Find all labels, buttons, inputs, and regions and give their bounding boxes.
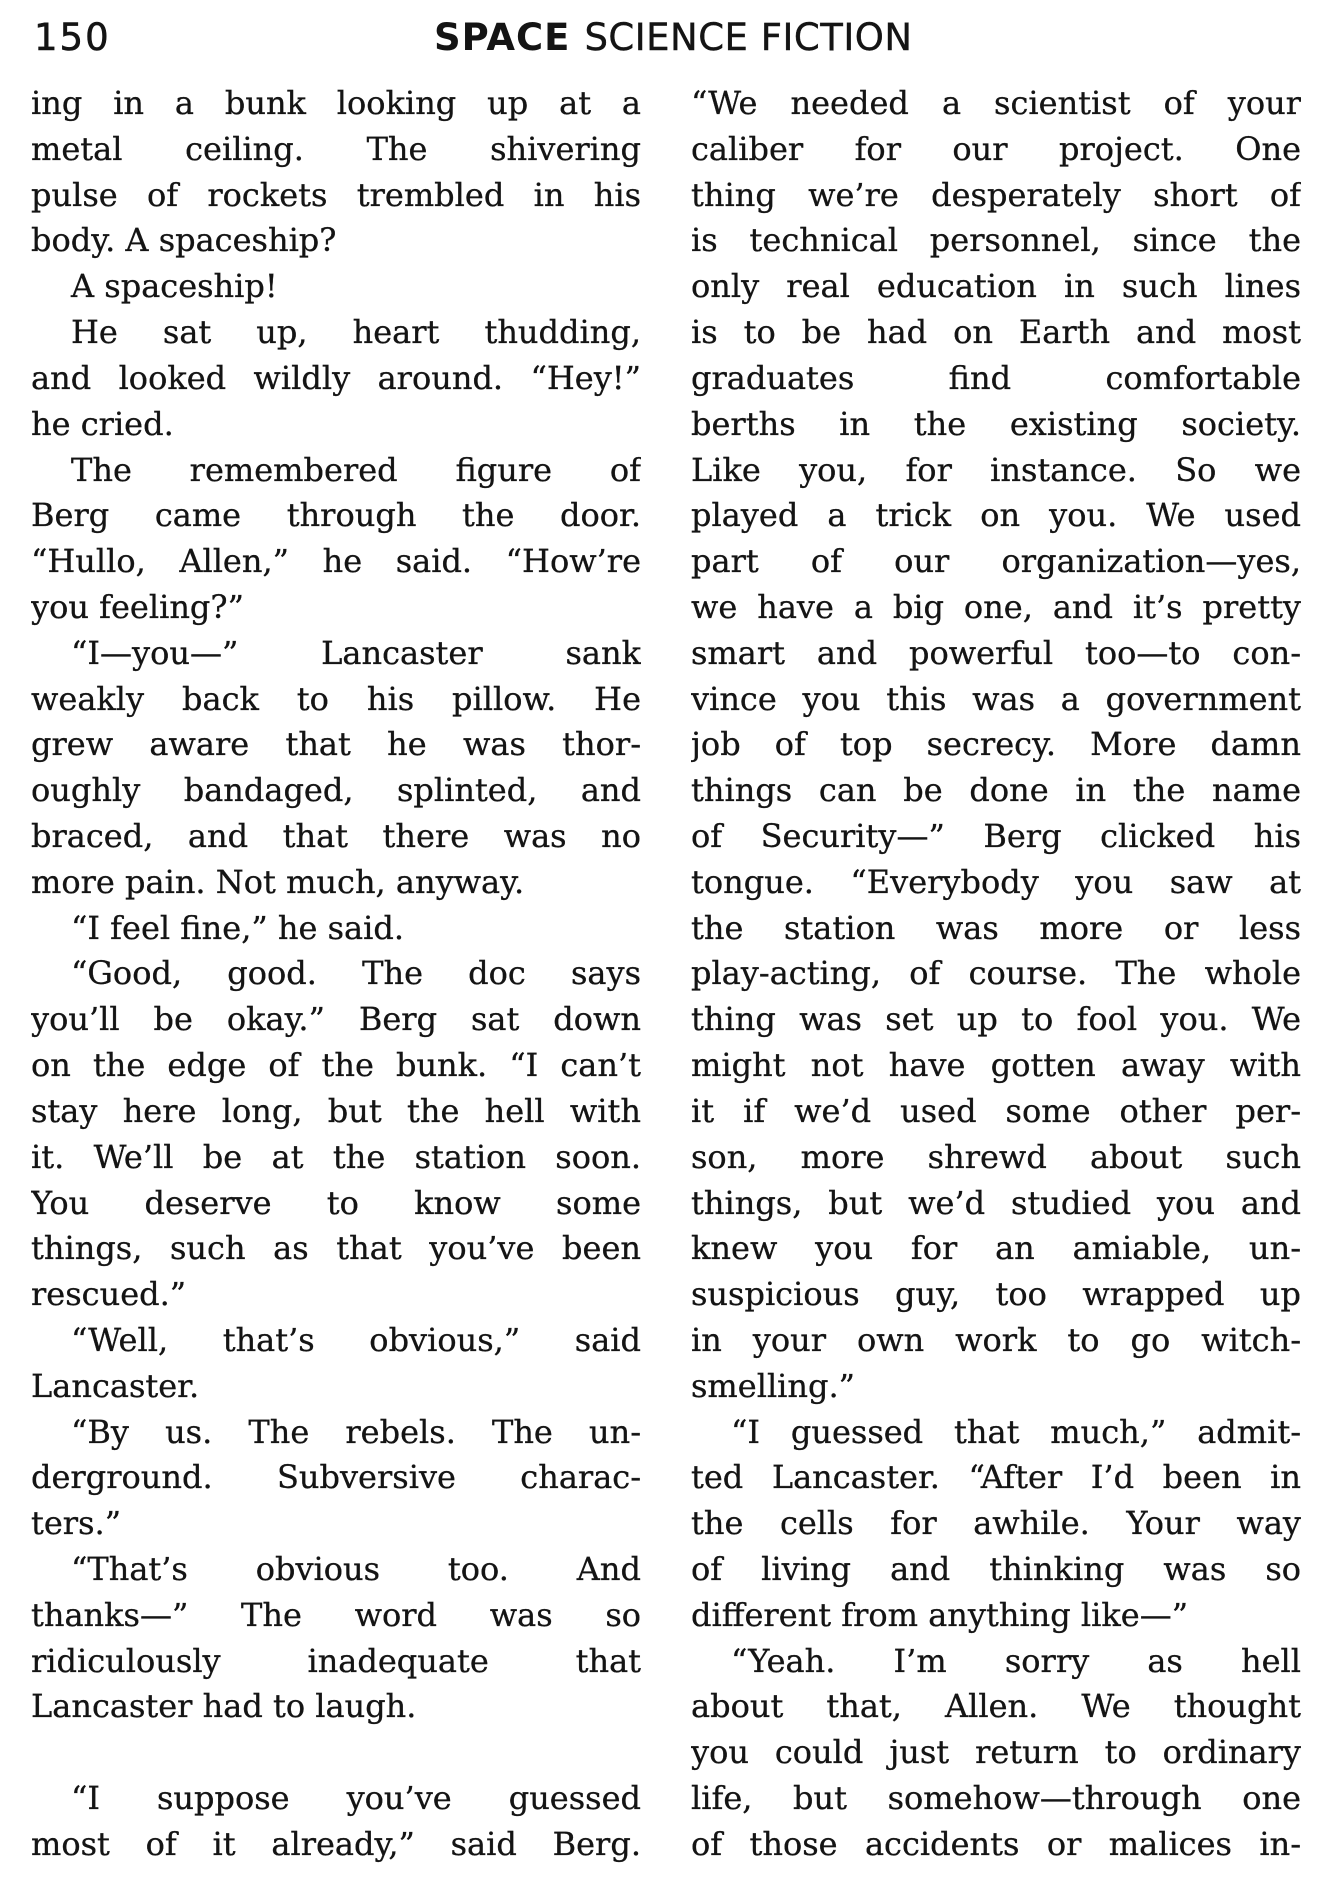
paragraph [31,906,641,952]
paragraph [31,448,641,631]
text-line: and looked wildly around. “Hey!” [31,358,641,397]
text-line: things, such as that you’ve been [31,1229,641,1268]
text-line: He sat up, heart thudding, [71,313,641,352]
text-section [691,81,1301,1868]
text-line: only real education in such lines [691,267,1301,306]
text-line: the cells for awhile. Your way [691,1504,1301,1543]
text-line: of those accidents or malices in- [691,1824,1301,1863]
text-line: vince you this was a government [691,679,1301,718]
text-line: you’ll be okay.” Berg sat down [31,1000,641,1039]
text-line: thing we’re desperately short of [691,175,1301,214]
text-line: berths in the existing society. [691,404,1301,443]
text-line: play-acting, of course. The whole [691,954,1301,993]
paragraph [31,631,641,906]
text-line: oughly bandaged, splinted, and [31,771,641,810]
paragraph [31,264,641,310]
magazine-title [434,16,913,59]
text-line: is to be had on Earth and most [691,313,1301,352]
text-line: body. A spaceship? [31,221,337,260]
text-line: stay here long, but the hell with [31,1091,641,1130]
text-line: The remembered figure of [71,450,641,489]
text-line: “I feel fine,” he said. [71,908,404,947]
paragraph [31,1318,641,1410]
text-line: A spaceship! [71,267,278,306]
text-line: it if we’d used some other per- [691,1091,1301,1130]
text-line: braced, and that there was no [31,817,641,855]
text-line: knew you for an amiable, un- [691,1229,1301,1268]
text-line: of Security—” Berg clicked his [691,817,1301,855]
text-line: things can be done in the name [691,771,1301,810]
paragraph [31,1410,641,1547]
magazine-title-bold: SPACE [434,16,571,59]
text-line: rescued.” [31,1275,187,1314]
paragraph [31,951,641,1318]
text-line: ters.” [31,1504,122,1543]
text-line: he cried. [31,404,174,443]
text-section [31,81,641,1730]
text-line: “Hullo, Allen,” he said. “How’re [31,542,641,581]
text-line: part of our organization—yes, [691,542,1301,581]
text-line: of living and thinking was so [691,1550,1301,1588]
text-line: derground. Subversive charac- [31,1458,641,1497]
running-header [0,0,1321,70]
text-line: more pain. Not much, anyway. [31,862,525,901]
text-line: Like you, for instance. So we [691,450,1301,489]
text-line: ing in a bunk looking up at a [31,84,641,122]
text-line: “Well, that’s obvious,” said [71,1320,641,1359]
magazine-title-regular: SCIENCE FICTION [584,16,913,59]
text-line: graduates find comfortable [691,358,1301,397]
text-section [31,1776,641,1868]
text-line: the station was more or less [691,908,1301,947]
text-line: in your own work to go witch- [691,1320,1301,1359]
text-line: ridiculously inadequate that [31,1641,641,1680]
paragraph [691,1410,1301,1639]
text-line: we have a big one, and it’s pretty [691,587,1301,626]
text-line: you could just return to ordinary [691,1733,1301,1772]
text-line: pulse of rockets trembled in his [31,175,641,214]
paragraph [31,1776,641,1868]
text-line: “I suppose you’ve guessed [71,1779,641,1818]
text-line: suspicious guy, too wrapped up [691,1275,1301,1314]
text-line: life, but somehow—through one [691,1779,1301,1818]
text-line: “Yeah. I’m sorry as hell [731,1641,1301,1680]
text-line: you feeling?” [31,587,244,626]
page-number: 150 [34,16,111,59]
text-line: Lancaster. [31,1366,200,1405]
text-line: about that, Allen. We thought [691,1687,1301,1726]
text-line: “That’s obvious too. And [71,1550,641,1588]
text-line: might not have gotten away with [691,1046,1301,1085]
text-line: ted Lancaster. “After I’d been in [691,1458,1301,1497]
right-column [691,81,1301,1868]
text-line: weakly back to his pillow. He [31,679,641,718]
text-line: “By us. The rebels. The un- [71,1412,641,1451]
text-line: metal ceiling. The shivering [31,129,641,168]
text-line: grew aware that he was thor- [31,725,641,764]
text-line: on the edge of the bunk. “I can’t [31,1046,641,1085]
left-column [31,81,641,1868]
text-line: is technical personnel, since the [691,221,1301,260]
text-line: You deserve to know some [31,1183,641,1222]
text-line: thanks—” The word was so [31,1595,641,1634]
paragraph [691,81,1301,1410]
text-line: “I—you—” Lancaster sank [71,633,641,672]
text-line: thing was set up to fool you. We [691,1000,1301,1039]
text-line: different from anything like—” [691,1595,1189,1634]
text-line: smart and powerful too—to con- [691,633,1301,672]
text-line: it. We’ll be at the station soon. [31,1137,641,1176]
text-line: tongue. “Everybody you saw at [691,862,1301,901]
paragraph [691,1639,1301,1868]
text-line: most of it already,” said Berg. [31,1824,641,1863]
text-line: “Good, good. The doc says [71,954,641,993]
paragraph [31,310,641,447]
text-line: caliber for our project. One [691,129,1301,168]
text-line: job of top secrecy. More damn [691,725,1301,764]
text-line: played a trick on you. We used [691,496,1301,535]
text-line: Lancaster had to laugh. [31,1687,417,1726]
text-line: son, more shrewd about such [691,1137,1301,1176]
paragraph [31,81,641,264]
text-line: smelling.” [691,1366,856,1405]
text-line: things, but we’d studied you and [691,1183,1301,1222]
text-line: “We needed a scientist of your [691,84,1301,122]
text-line: Berg came through the door. [31,496,641,535]
text-line: “I guessed that much,” admit- [731,1412,1301,1451]
paragraph [31,1547,641,1730]
